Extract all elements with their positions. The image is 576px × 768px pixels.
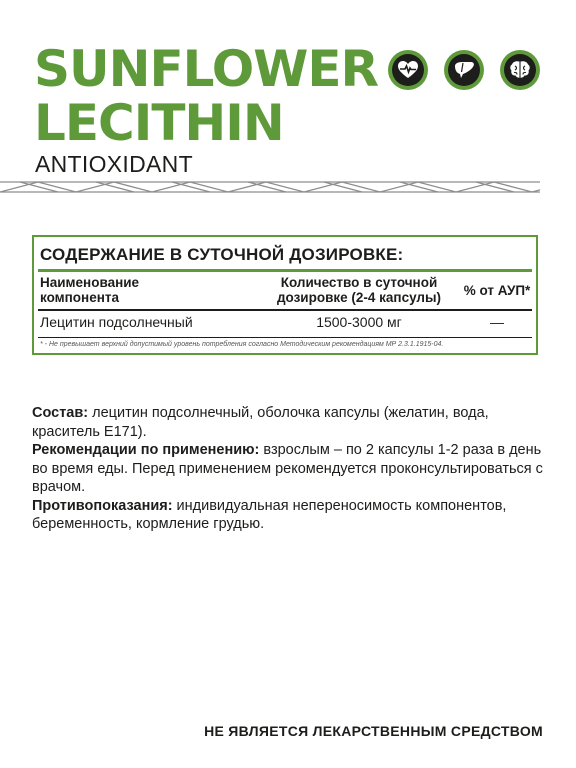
heart-badge [388, 50, 428, 90]
contraindications-label: Противопоказания: [32, 497, 173, 514]
column-header-amount: Количество в суточной дозировке (2-4 капсулы) [276, 275, 442, 305]
composition-paragraph [32, 404, 544, 441]
not-medicine-disclaimer: НЕ ЯВЛЯЕТСЯ ЛЕКАРСТВЕННЫМ СРЕДСТВОМ [204, 723, 543, 739]
product-subtitle: ANTIOXIDANT [35, 151, 193, 177]
usage-paragraph [32, 441, 544, 497]
header-divider [38, 309, 532, 311]
table-cell-name: Лецитин подсолнечный [40, 314, 193, 330]
usage-text: взрослым – по 2 капсулы 1-2 раза в день во время еды. Перед применением рекомендуется проконсультироваться с врачом. [32, 442, 543, 495]
product-title-line2: LECITHIN [34, 94, 284, 152]
contraindications-text: индивидуальная непереносимость компонентов, беременность, кормление грудью. [32, 497, 507, 532]
usage-label: Рекомендации по применению: [32, 442, 260, 458]
column-header-name: Наименование компонента [40, 275, 140, 305]
product-info [32, 404, 544, 534]
table-footnote: * - Не превышает верхний допустимый уровень потребления согласно Методическим рекомендациям МР 2.3.1.1915-04. [40, 341, 444, 348]
heart-pulse-icon [397, 60, 419, 80]
table-cell-rdi: — [490, 314, 504, 330]
footnote-divider [38, 337, 532, 338]
contraindications-paragraph [32, 497, 544, 534]
composition-label: Состав: [32, 405, 89, 421]
product-title-line1: SUNFLOWER [34, 40, 379, 98]
composition-text: лецитин подсолнечный, оболочка капсулы (желатин, вода, краситель Е171). [32, 405, 489, 440]
liver-badge [444, 50, 484, 90]
table-heading: СОДЕРЖАНИЕ В СУТОЧНОЙ ДОЗИРОВКЕ: [40, 245, 404, 264]
liver-icon [453, 61, 475, 79]
heading-divider [38, 269, 532, 272]
column-header-rdi: % от АУП* [463, 283, 531, 298]
brain-icon [509, 60, 531, 80]
nutrition-table [32, 235, 538, 355]
table-cell-amount: 1500-3000 мг [316, 314, 402, 330]
brain-badge [500, 50, 540, 90]
decorative-band [0, 180, 576, 194]
